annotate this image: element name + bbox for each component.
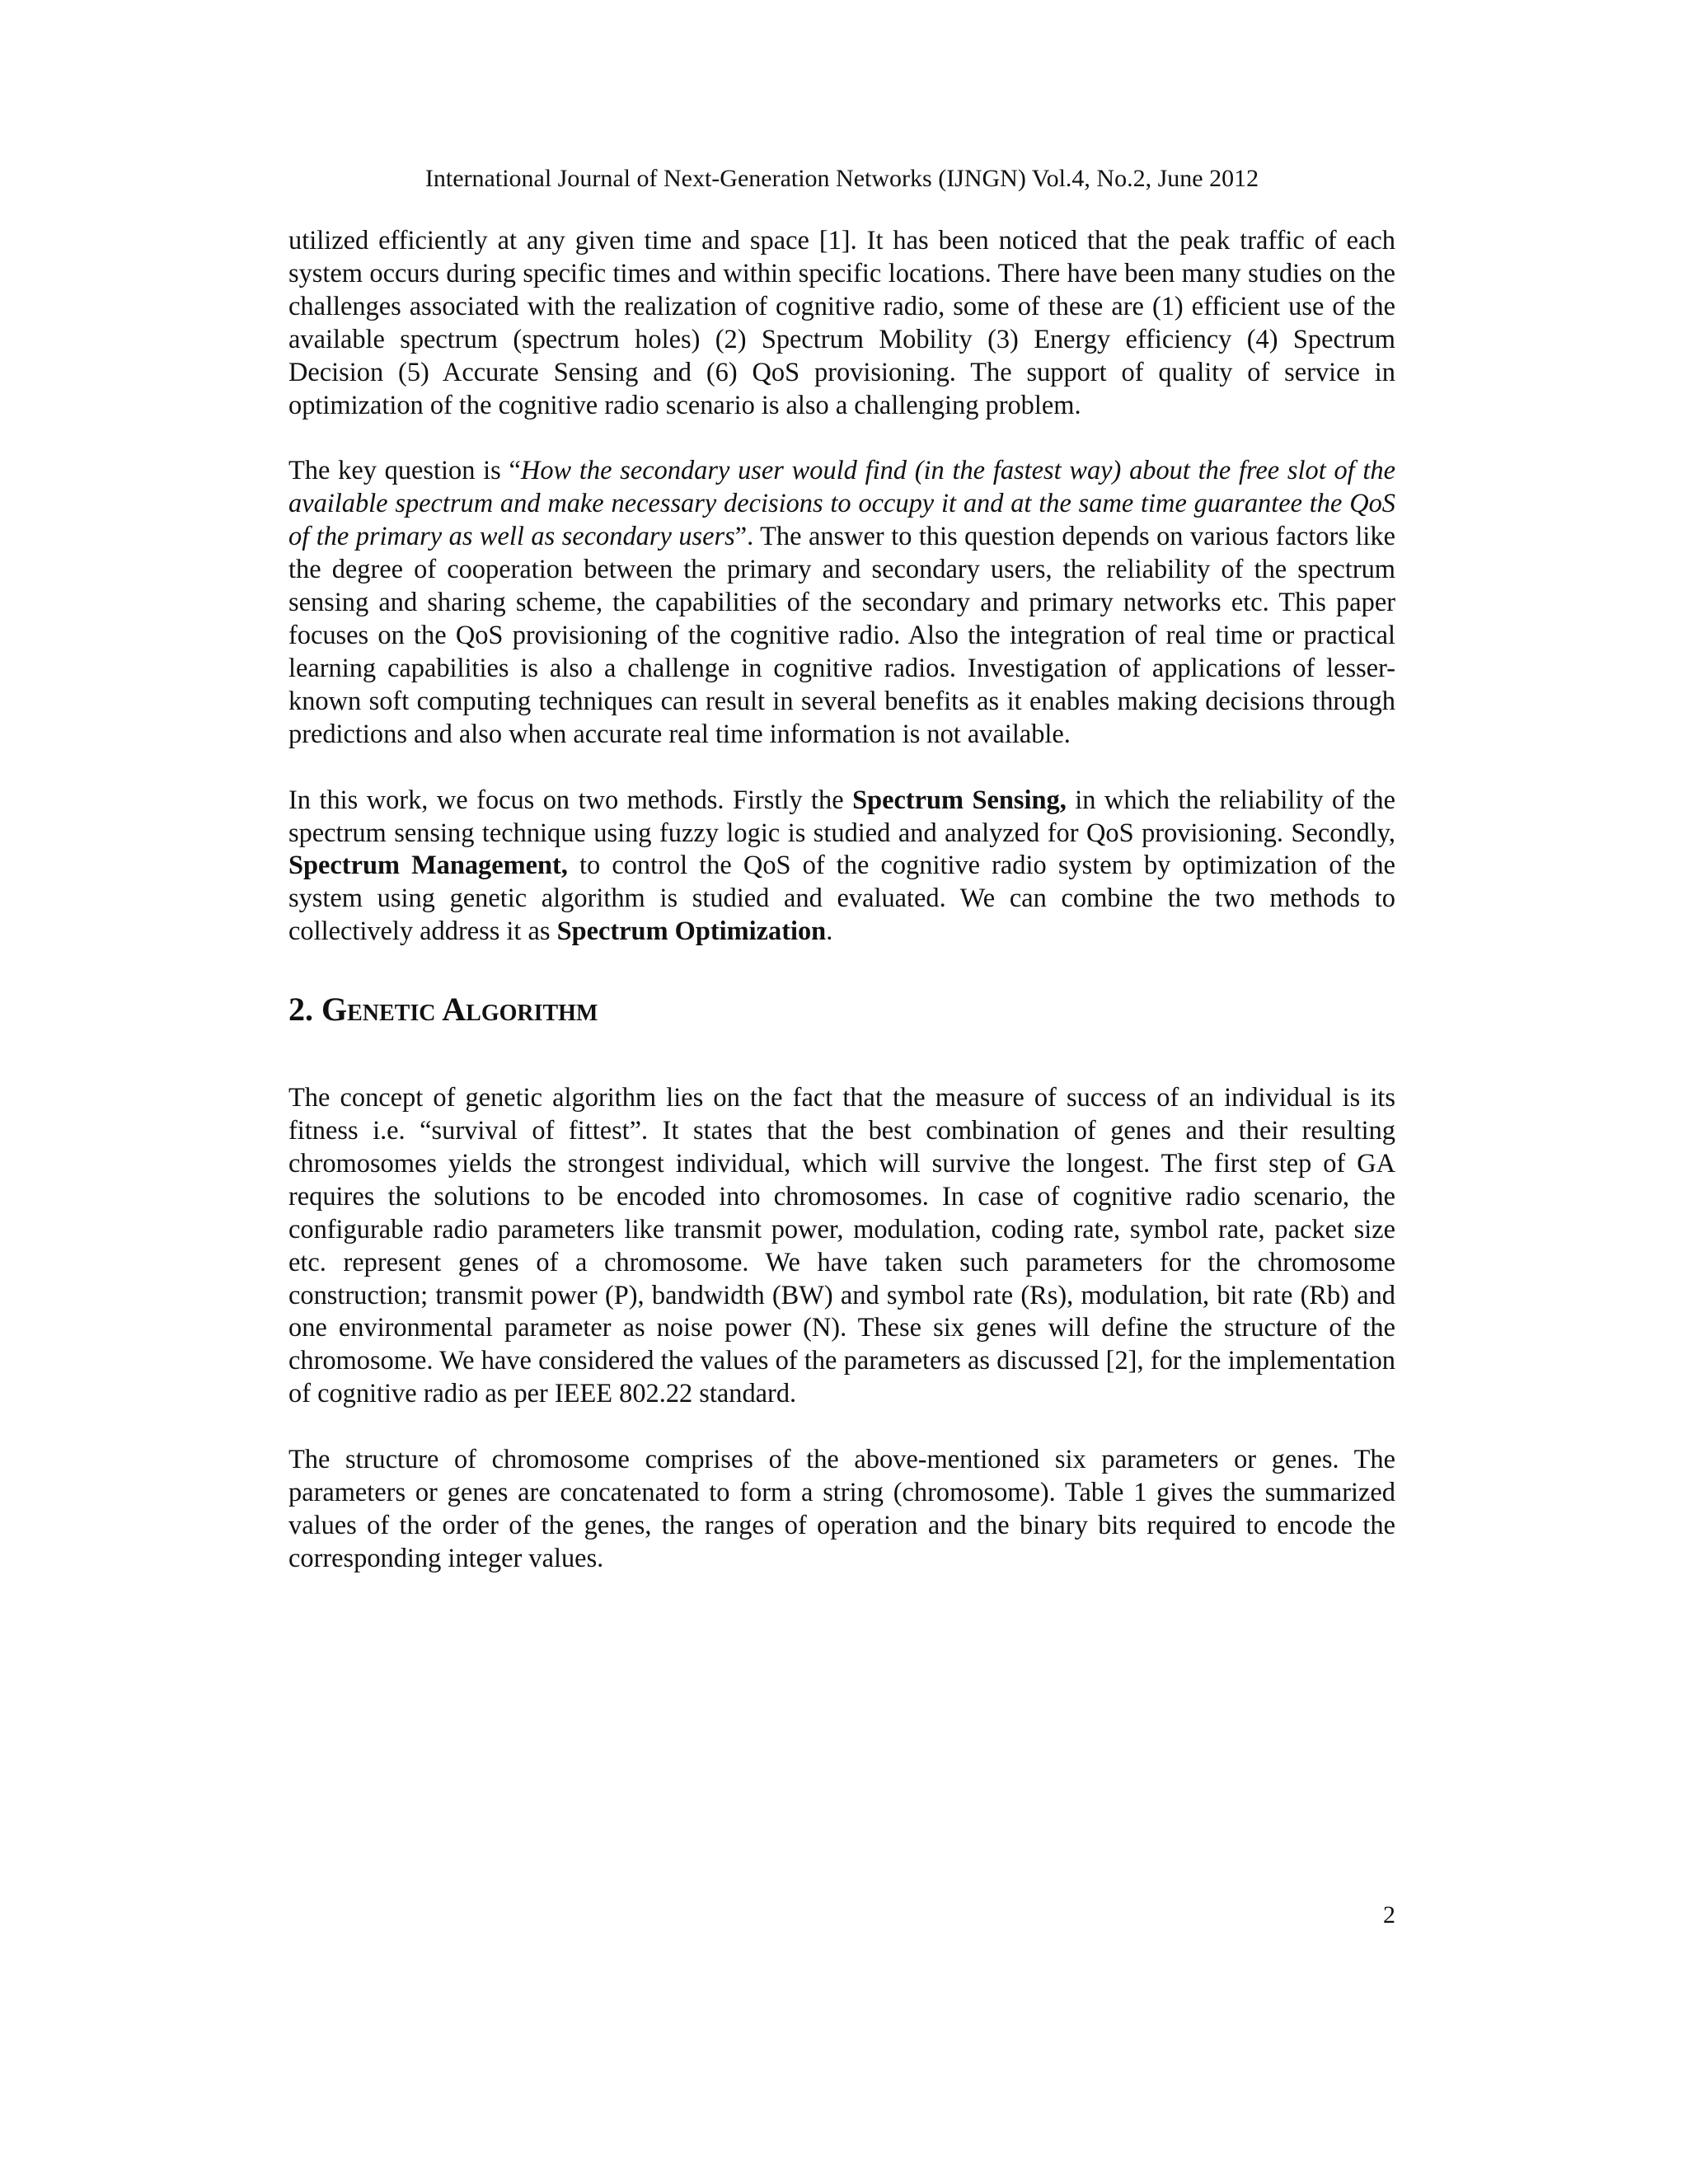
key-question-lead: The key question is “ — [288, 456, 521, 486]
methods-text-3: to control the QoS of the cognitive radio system by optimization of the system using genetic algorithm is studied and evaluated. We can combine the two methods to collectively address it as — [288, 851, 1396, 947]
paragraph-ga-concept: The concept of genetic algorithm lies on the fact that the measure of success of an individual is its fitness i.e. “survival of fittest”. It states that the best combination of genes and their resulting chromosomes yields the strongest individual, which will survive the longest. The first step of GA requires the solutions to be encoded into chromosomes. In case of cognitive radio scenario, the configurable radio parameters like transmit power, modulation, coding rate, symbol rate, packet size etc. represent genes of a chromosome. We have taken such parameters for the chromosome construction; transmit power (P), bandwidth (BW) and symbol rate (Rs), modulation, bit rate (Rb) and one environmental parameter as noise power (N). These six genes will define the structure of the chromosome. We have considered the values of the parameters as discussed [2], for the implementation of cognitive radio as per IEEE 802.22 standard. — [288, 1083, 1395, 1409]
section-number: 2. — [288, 991, 313, 1029]
page — [288, 0, 1395, 2184]
methods-text-4: . — [826, 916, 833, 947]
paragraph-methods — [288, 785, 1395, 949]
methods-text-2: in which the reliability of the spectrum sensing technique using fuzzy logic is studied and analyzed for QoS provisioning. Secondly, — [288, 785, 1396, 848]
paragraph-gap — [288, 949, 1395, 982]
key-question-italic: How the secondary user would find (in the fastest way) about the free slot of the available spectrum and make necessary decisions to occupy it and at the same time guarantee the QoS of the primary as well as secondary users — [288, 456, 1395, 552]
paragraph-gap — [288, 752, 1395, 785]
paragraph-intro: utilized efficiently at any given time and space [1]. It has been noticed that the peak traffic of each system occurs during specific times and within specific locations. There have been many studies on the challenges associated with the realization of cognitive radio, some of these are (1) efficient use of the available spectrum (spectrum holes) (2) Spectrum Mobility (3) Energy efficiency (4) Spectrum Decision (5) Accurate Sensing and (6) QoS provisioning. The support of quality of service in optimization of the cognitive radio scenario is also a challenging problem. — [288, 226, 1395, 420]
term-spectrum-sensing: Spectrum Sensing, — [852, 785, 1067, 815]
running-header: International Journal of Next-Generation Networks (IJNGN) Vol.4, No.2, June 2012 — [424, 165, 1259, 192]
section-title: Genetic Algorithm — [321, 991, 598, 1029]
paragraph-gap — [288, 1411, 1395, 1444]
key-question-rest: ”. The answer to this question depends on various factors like the degree of cooperation between the primary and secondary users, the reliability of the spectrum sensing and sharing scheme, the capabilities of the secondary and primary networks etc. This paper focuses on the QoS provisioning of the cognitive radio. Also the integration of real time or practical learning capabilities is also a challenge in cognitive radios. Investigation of applications of lesser-known soft computing techniques can result in several benefits as it enables making decisions through predictions and also when accurate real time information is not available. — [288, 522, 1396, 749]
methods-text-1: In this work, we focus on two methods. Firstly the — [288, 785, 853, 815]
page-number: 2 — [1383, 1901, 1395, 1929]
body-text — [288, 225, 1395, 1576]
term-spectrum-management: Spectrum Management, — [288, 851, 568, 881]
paragraph-chromosome-structure: The structure of chromosome comprises of the above-mentioned six parameters or genes. The parameters or genes are concatenated to form a string (chromosome). Table 1 gives the summarized values of the order of the genes, the ranges of operation and the binary bits required to encode the corresponding integer values. — [288, 1445, 1395, 1573]
paragraph-key-question — [288, 455, 1395, 751]
section-heading — [288, 982, 1395, 1082]
term-spectrum-optimization: Spectrum Optimization — [556, 916, 827, 947]
paragraph-gap — [288, 422, 1395, 455]
